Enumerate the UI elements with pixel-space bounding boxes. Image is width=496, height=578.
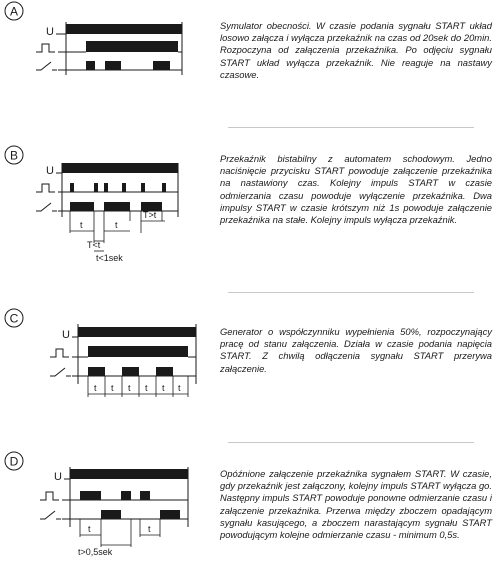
timing-diagram-a bbox=[0, 0, 215, 120]
mode-description: Opóźnione załączenie przekaźnika sygnałem START. W czasie, gdy przekaźnik jest załączony, kolejny impuls START wyłącza go. Następny impuls START powoduje ponowne odmierzanie czasu i załączenie przekaźnika. Przerwa między zboczem opadającym sygnału kasującego, a zboczem narastającym sygnału START powodującym kolejne odmierzanie czasu - minimum 0,5s. bbox=[220, 468, 492, 541]
start-pulse bbox=[121, 491, 131, 500]
timing-label: t bbox=[80, 220, 83, 230]
signal-u-bar bbox=[70, 469, 188, 479]
timing-label: T<t bbox=[87, 240, 101, 250]
mode-description: Generator o współczynniku wypełnienia 50%, rozpoczynający pracę od stanu załączenia. Działa w czasie podania napięcia START. Z chwilą odłączenia sygnału START przerywa załączenie. bbox=[220, 326, 492, 374]
signal-u-bar bbox=[62, 163, 178, 173]
relay-on-pulse bbox=[122, 367, 139, 376]
section-a bbox=[0, 0, 496, 120]
relay-on-pulse bbox=[70, 202, 94, 211]
start-pulse bbox=[104, 183, 108, 192]
signal-u-label: U bbox=[46, 165, 54, 177]
timing-label: t<1sek bbox=[96, 253, 123, 263]
relay-switch-icon bbox=[50, 368, 71, 376]
start-pulse-icon bbox=[36, 184, 55, 192]
start-pulse-icon bbox=[50, 349, 69, 357]
mode-description: Przekaźnik bistabilny z automatem schodowym. Jedno naciśnięcie przycisku START powoduje załączenie przekaźnika na nastawiony czas. Kolejny impuls START w czasie odmierzania czasu powoduje wyłączenie przekaźnika. Dwa impulsy START w czasie krótszym niż 1s powoduje załączenie przekaźnika na stałe. Kolejny impuls wyłącza przekaźnik. bbox=[220, 153, 492, 226]
start-pulse bbox=[94, 183, 98, 192]
timing-label: t bbox=[148, 524, 151, 534]
signal-u-label: U bbox=[62, 329, 70, 341]
relay-switch-icon bbox=[36, 62, 57, 70]
timing-label: t>0,5sek bbox=[78, 547, 113, 557]
mode-description: Symulator obecności. W czasie podania sygnału START układ losowo załącza i wyłącza przekaźnik na czas od 20sek do 20min. Rozpoczyna od załączenia przekaźnika. Po odjęciu sygnału START układ wyłącza przekaźnik. Nie reaguje na nastawy czasowe. bbox=[220, 20, 492, 80]
start-signal-bar bbox=[88, 346, 188, 357]
signal-u-label: U bbox=[46, 26, 54, 38]
timing-label: t bbox=[94, 383, 97, 393]
section-letter: A bbox=[9, 4, 19, 19]
timing-diagram-b bbox=[0, 141, 215, 284]
timing-diagram-d bbox=[0, 447, 215, 578]
section-divider bbox=[228, 442, 474, 443]
relay-on-pulse bbox=[160, 510, 180, 519]
section-letter: D bbox=[9, 454, 19, 469]
timing-label: T>t bbox=[143, 210, 157, 220]
relay-switch-icon bbox=[40, 511, 61, 519]
section-divider bbox=[228, 292, 474, 293]
signal-u-bar bbox=[78, 327, 196, 337]
signal-u-bar bbox=[66, 24, 182, 34]
timing-label: t bbox=[115, 220, 118, 230]
relay-on-pulse bbox=[86, 61, 95, 70]
relay-on-pulse bbox=[104, 202, 130, 211]
timing-label: t bbox=[88, 524, 91, 534]
timing-diagram-c bbox=[0, 302, 215, 439]
signal-u-label: U bbox=[54, 471, 62, 483]
start-pulse bbox=[80, 491, 101, 500]
relay-on-pulse bbox=[153, 61, 170, 70]
timing-label: t bbox=[178, 383, 181, 393]
start-pulse-icon bbox=[40, 492, 59, 500]
start-pulse-icon bbox=[36, 44, 55, 52]
relay-on-pulse bbox=[105, 61, 121, 70]
start-signal-bar bbox=[86, 41, 178, 52]
section-letter: C bbox=[9, 311, 19, 326]
timing-label: t bbox=[111, 383, 114, 393]
start-pulse bbox=[140, 491, 150, 500]
start-pulse bbox=[122, 183, 126, 192]
timing-label: t bbox=[145, 383, 148, 393]
section-divider bbox=[228, 127, 474, 128]
section-c bbox=[0, 302, 496, 439]
start-pulse bbox=[141, 183, 145, 192]
start-pulse bbox=[162, 183, 166, 192]
timing-label: t bbox=[162, 383, 165, 393]
relay-on-pulse bbox=[156, 367, 173, 376]
section-b bbox=[0, 141, 496, 284]
section-d bbox=[0, 447, 496, 578]
timing-dimensions bbox=[88, 376, 188, 397]
relay-on-pulse bbox=[88, 367, 105, 376]
timing-label: t bbox=[128, 383, 131, 393]
section-letter: B bbox=[9, 148, 19, 163]
relay-switch-icon bbox=[36, 203, 57, 211]
start-pulse bbox=[70, 183, 74, 192]
relay-on-pulse bbox=[101, 510, 121, 519]
